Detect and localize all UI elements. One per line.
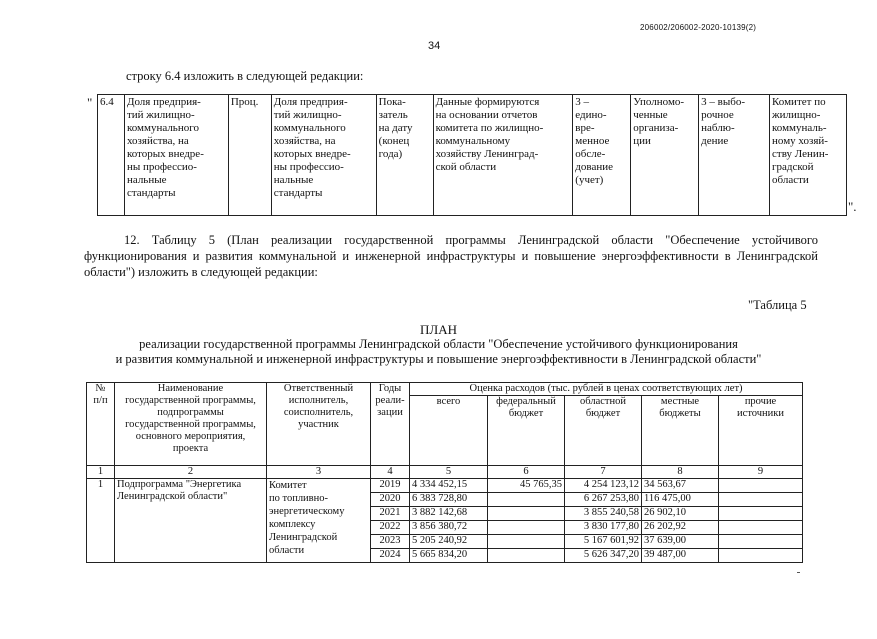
- cell-responsible: Комитет по жилищно- коммуналь- ному хозяй- ству Ленин- градской области: [770, 95, 847, 216]
- header-years: Годы реали- зации: [371, 383, 410, 466]
- total-cell: 6 383 728,80: [410, 493, 488, 507]
- federal-cell: [488, 521, 565, 535]
- cell-index: 6.4: [98, 95, 125, 216]
- local-cell: 26 902,10: [642, 507, 719, 521]
- row-responsible: Комитет по топливно- энергетическому комплексу Ленинградской области: [267, 479, 371, 563]
- total-cell: 5 205 240,92: [410, 535, 488, 549]
- other-cell: [719, 521, 803, 535]
- column-number: 6: [488, 466, 565, 479]
- header-estimate: Оценка расходов (тыс. рублей в ценах соответствующих лет): [410, 383, 803, 396]
- cell-definition: Доля предприя- тий жилищно- коммунального хозяйства, на которых внедре- ны профессио- нальные стандарты: [271, 95, 376, 216]
- column-number: 1: [87, 466, 115, 479]
- year-cell: 2021: [371, 507, 410, 521]
- document-id: 206002/206002-2020-10139(2): [640, 23, 757, 32]
- regional-cell: 5 626 347,20: [565, 549, 642, 563]
- total-cell: 4 334 452,15: [410, 479, 488, 493]
- table-reference: "Таблица 5: [748, 298, 807, 312]
- federal-cell: 45 765,35: [488, 479, 565, 493]
- federal-cell: [488, 507, 565, 521]
- local-cell: 26 202,92: [642, 521, 719, 535]
- cell-algorithm: Данные формируются на основании отчетов комитета по жилищно- коммунальному хозяйству Ленинград- ской области: [433, 95, 573, 216]
- plan-table: [86, 382, 803, 563]
- total-cell: 3 856 380,72: [410, 521, 488, 535]
- header-federal: федеральный бюджет: [488, 396, 565, 466]
- header-num: № п/п: [87, 383, 115, 466]
- regional-cell: 4 254 123,12: [565, 479, 642, 493]
- year-cell: 2022: [371, 521, 410, 535]
- other-cell: [719, 549, 803, 563]
- regional-cell: 5 167 601,92: [565, 535, 642, 549]
- header-row-1: [87, 383, 803, 396]
- other-cell: [719, 507, 803, 521]
- page-number: 34: [428, 40, 441, 52]
- local-cell: 37 639,00: [642, 535, 719, 549]
- row-subprogram-name: Подпрограмма "Энергетика Ленинградской области": [115, 479, 267, 563]
- other-cell: [719, 493, 803, 507]
- year-cell: 2019: [371, 479, 410, 493]
- total-cell: 3 882 142,68: [410, 507, 488, 521]
- federal-cell: [488, 493, 565, 507]
- row-6-4: [98, 95, 847, 216]
- column-numbers-row: [87, 466, 803, 479]
- plan-title: ПЛАН: [420, 322, 457, 337]
- plan-subtitle-line2: и развития коммунальной и инженерной инфраструктуры и повышение энергоэффективности в Ленинградской области": [115, 352, 762, 366]
- year-cell: 2020: [371, 493, 410, 507]
- amendment-paragraph: 12. Таблицу 5 (План реализации государственной программы Ленинградской области "Обеспечение устойчивого функционирования и развития коммунальной и инженерной инфраструктуры и повышение энергоэффективности в Ленинградской области") изложить в следующей редакции:: [84, 233, 818, 279]
- local-cell: 116 475,00: [642, 493, 719, 507]
- row-6-4-table: [97, 94, 847, 216]
- intro-line: строку 6.4 изложить в следующей редакции:: [126, 69, 364, 83]
- header-total: всего: [410, 396, 488, 466]
- year-cell: 2023: [371, 535, 410, 549]
- cell-method: 3 – едино- вре- менное обсле- дование (учет): [573, 95, 631, 216]
- regional-cell: 6 267 253,80: [565, 493, 642, 507]
- quote-open: ": [87, 95, 93, 110]
- header-local: местные бюджеты: [642, 396, 719, 466]
- other-cell: [719, 535, 803, 549]
- local-cell: 39 487,00: [642, 549, 719, 563]
- cell-time-characteristic: Пока- затель на дату (конец года): [376, 95, 433, 216]
- column-number: 7: [565, 466, 642, 479]
- column-number: 2: [115, 466, 267, 479]
- total-cell: 5 665 834,20: [410, 549, 488, 563]
- scan-artifact: [797, 572, 800, 573]
- table-row: [87, 479, 803, 493]
- year-cell: 2024: [371, 549, 410, 563]
- cell-object: Уполномо- ченные организа- ции: [631, 95, 699, 216]
- cell-indicator-name: Доля предприя- тий жилищно- коммунального хозяйства, на которых внедре- ны профессио- нальные стандарты: [124, 95, 228, 216]
- cell-unit: Проц.: [228, 95, 271, 216]
- cell-coverage: 3 – выбо- рочное наблю- дение: [699, 95, 770, 216]
- header-regional: областной бюджет: [565, 396, 642, 466]
- column-number: 5: [410, 466, 488, 479]
- federal-cell: [488, 535, 565, 549]
- row-num: 1: [87, 479, 115, 563]
- regional-cell: 3 830 177,80: [565, 521, 642, 535]
- header-responsible: Ответственный исполнитель, соисполнитель, участник: [267, 383, 371, 466]
- local-cell: 34 563,67: [642, 479, 719, 493]
- federal-cell: [488, 549, 565, 563]
- other-cell: [719, 479, 803, 493]
- column-number: 9: [719, 466, 803, 479]
- column-number: 4: [371, 466, 410, 479]
- header-other: прочие источники: [719, 396, 803, 466]
- regional-cell: 3 855 240,58: [565, 507, 642, 521]
- header-name: Наименование государственной программы, подпрограммы государственной программы, основного мероприятия, проекта: [115, 383, 267, 466]
- column-number: 8: [642, 466, 719, 479]
- column-number: 3: [267, 466, 371, 479]
- plan-subtitle-line1: реализации государственной программы Ленинградской области "Обеспечение устойчивого функционирования: [139, 337, 738, 351]
- quote-close: ".: [848, 199, 857, 214]
